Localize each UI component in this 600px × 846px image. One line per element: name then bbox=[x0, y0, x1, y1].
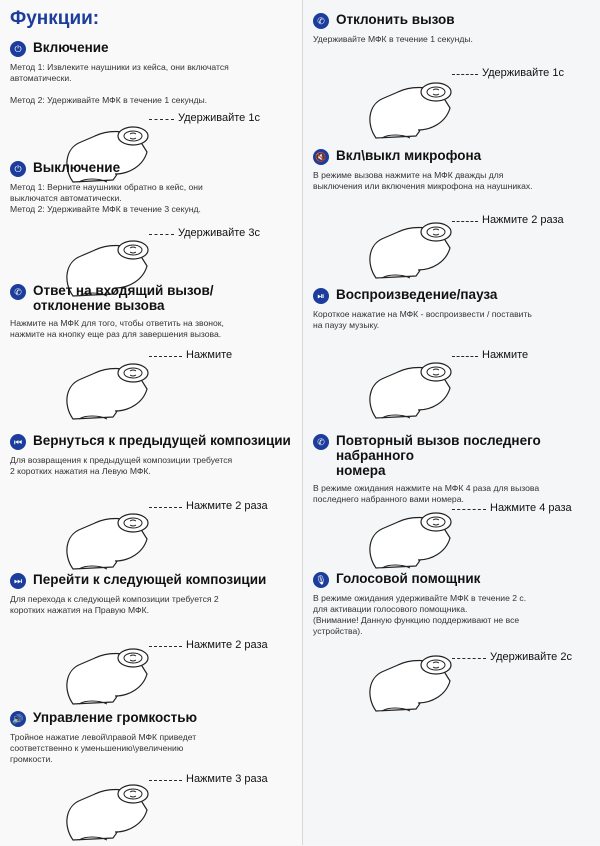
pointer-line bbox=[149, 234, 174, 235]
section-header bbox=[10, 572, 295, 589]
section-body: Метод 1: Извлеките наушники из кейса, они включатся автоматически. Метод 2: Удерживайте МФК в течение 1 секунды. bbox=[10, 62, 229, 105]
left-section-4 bbox=[10, 433, 295, 477]
section-body: В режиме вызова нажмите на МФК дважды для выключения или включения микрофона на наушниках. bbox=[313, 170, 533, 191]
pointer-line bbox=[452, 221, 478, 222]
earbud-illustration bbox=[55, 766, 175, 846]
gesture-label: Нажмите 3 раза bbox=[186, 773, 268, 785]
section-header bbox=[10, 283, 295, 313]
right-section-2 bbox=[313, 148, 593, 192]
section-heading: Выключение bbox=[33, 160, 121, 175]
section-heading: Отклонить вызов bbox=[336, 12, 455, 27]
section-header bbox=[313, 433, 593, 478]
section-body: Для перехода к следующей композиции требуется 2 коротких нажатия на Правую МФК. bbox=[10, 594, 219, 615]
pointer-line bbox=[149, 119, 174, 120]
pointer-line bbox=[149, 646, 182, 647]
section-header bbox=[313, 571, 593, 588]
volume-icon: 🔊 bbox=[10, 711, 26, 727]
section-body: Метод 1: Верните наушники обратно в кейс, они выключатся автоматически. Метод 2: Удерживайте МФК в течение 3 секунд. bbox=[10, 182, 203, 214]
earbud-illustration bbox=[358, 64, 478, 144]
section-body: Нажмите на МФК для того, чтобы ответить на звонок, нажмите на кнопку еще раз для завершения вызова. bbox=[10, 318, 224, 339]
reject-call-icon: ✆ bbox=[313, 13, 329, 29]
gesture-label: Удерживайте 3с bbox=[178, 227, 260, 239]
earbud-illustration bbox=[358, 204, 478, 284]
gesture-label: Нажмите bbox=[482, 349, 529, 361]
phone-answer-icon: ✆ bbox=[10, 284, 26, 300]
section-body: Удерживайте МФК в течение 1 секунды. bbox=[313, 34, 473, 44]
pointer-line bbox=[452, 356, 478, 357]
pointer-line bbox=[452, 658, 486, 659]
play-pause-icon: ⏯ bbox=[313, 288, 329, 304]
gesture-label: Нажмите 2 раза bbox=[186, 500, 268, 512]
section-header bbox=[10, 40, 295, 57]
right-section-1 bbox=[313, 12, 593, 45]
previous-track-icon: ⏮ bbox=[10, 434, 26, 450]
gesture-label: Удерживайте 1с bbox=[482, 67, 564, 79]
power-off-icon: ⏻ bbox=[10, 161, 26, 177]
section-header bbox=[313, 148, 593, 165]
section-heading: Управление громкостью bbox=[33, 710, 198, 725]
section-header bbox=[10, 710, 295, 727]
pointer-line bbox=[452, 509, 486, 510]
section-header bbox=[313, 12, 593, 29]
section-body: Тройное нажатие левой\правой МФК приведет соответственно к уменьшению\увеличению громкости. bbox=[10, 732, 197, 764]
section-heading: Перейти к следующей композиции bbox=[33, 572, 267, 587]
gesture-label: Удерживайте 2с bbox=[490, 651, 572, 663]
left-section-2 bbox=[10, 160, 295, 215]
page-title: Функции: bbox=[10, 8, 100, 29]
gesture-label: Нажмите bbox=[186, 349, 233, 361]
next-track-icon: ⏭ bbox=[10, 573, 26, 589]
left-section-1 bbox=[10, 40, 295, 106]
earbud-illustration bbox=[55, 630, 175, 710]
right-section-3 bbox=[313, 287, 593, 331]
right-section-5 bbox=[313, 571, 593, 637]
section-heading: Воспроизведение/пауза bbox=[336, 287, 498, 302]
earbud-illustration bbox=[55, 345, 175, 425]
section-header bbox=[313, 287, 593, 304]
section-heading: Вкл\выкл микрофона bbox=[336, 148, 482, 163]
section-body: В режиме ожидания удерживайте МФК в течение 2 с. для активации голосового помощника. (Внимание! Данную функцию поддерживают не все устройства). bbox=[313, 593, 527, 636]
section-body: Короткое нажатие на МФК - воспроизвести / поставить на паузу музыку. bbox=[313, 309, 532, 330]
section-heading: Голосовой помощник bbox=[336, 571, 481, 586]
section-heading: Включение bbox=[33, 40, 109, 55]
earbud-illustration bbox=[358, 637, 478, 717]
section-header bbox=[10, 160, 295, 177]
section-heading: Повторный вызов последнего набранного номера bbox=[336, 433, 541, 478]
power-icon: ⏻ bbox=[10, 41, 26, 57]
section-body: В режиме ожидания нажмите на МФК 4 раза для вызова последнего набранного вами номера. bbox=[313, 483, 540, 504]
left-section-5 bbox=[10, 572, 295, 616]
pointer-line bbox=[149, 356, 182, 357]
section-body: Для возвращения к предыдущей композиции требуется 2 коротких нажатия на Левую МФК. bbox=[10, 455, 233, 476]
pointer-line bbox=[149, 780, 182, 781]
section-header bbox=[10, 433, 295, 450]
gesture-label: Нажмите 4 раза bbox=[490, 502, 572, 514]
pointer-line bbox=[149, 507, 182, 508]
microphone-mute-icon: 🔇 bbox=[313, 149, 329, 165]
section-heading: Ответ на входящий вызов/ отклонение вызова bbox=[33, 283, 214, 313]
gesture-label: Нажмите 2 раза bbox=[186, 639, 268, 651]
gesture-label: Удерживайте 1с bbox=[178, 112, 260, 124]
redial-icon: ✆ bbox=[313, 434, 329, 450]
left-section-3 bbox=[10, 283, 295, 340]
voice-assistant-icon: 🎙 bbox=[313, 572, 329, 588]
section-heading: Вернуться к предыдущей композиции bbox=[33, 433, 291, 448]
earbud-illustration bbox=[358, 494, 478, 574]
left-section-6 bbox=[10, 710, 295, 765]
gesture-label: Нажмите 2 раза bbox=[482, 214, 564, 226]
pointer-line bbox=[452, 74, 478, 75]
